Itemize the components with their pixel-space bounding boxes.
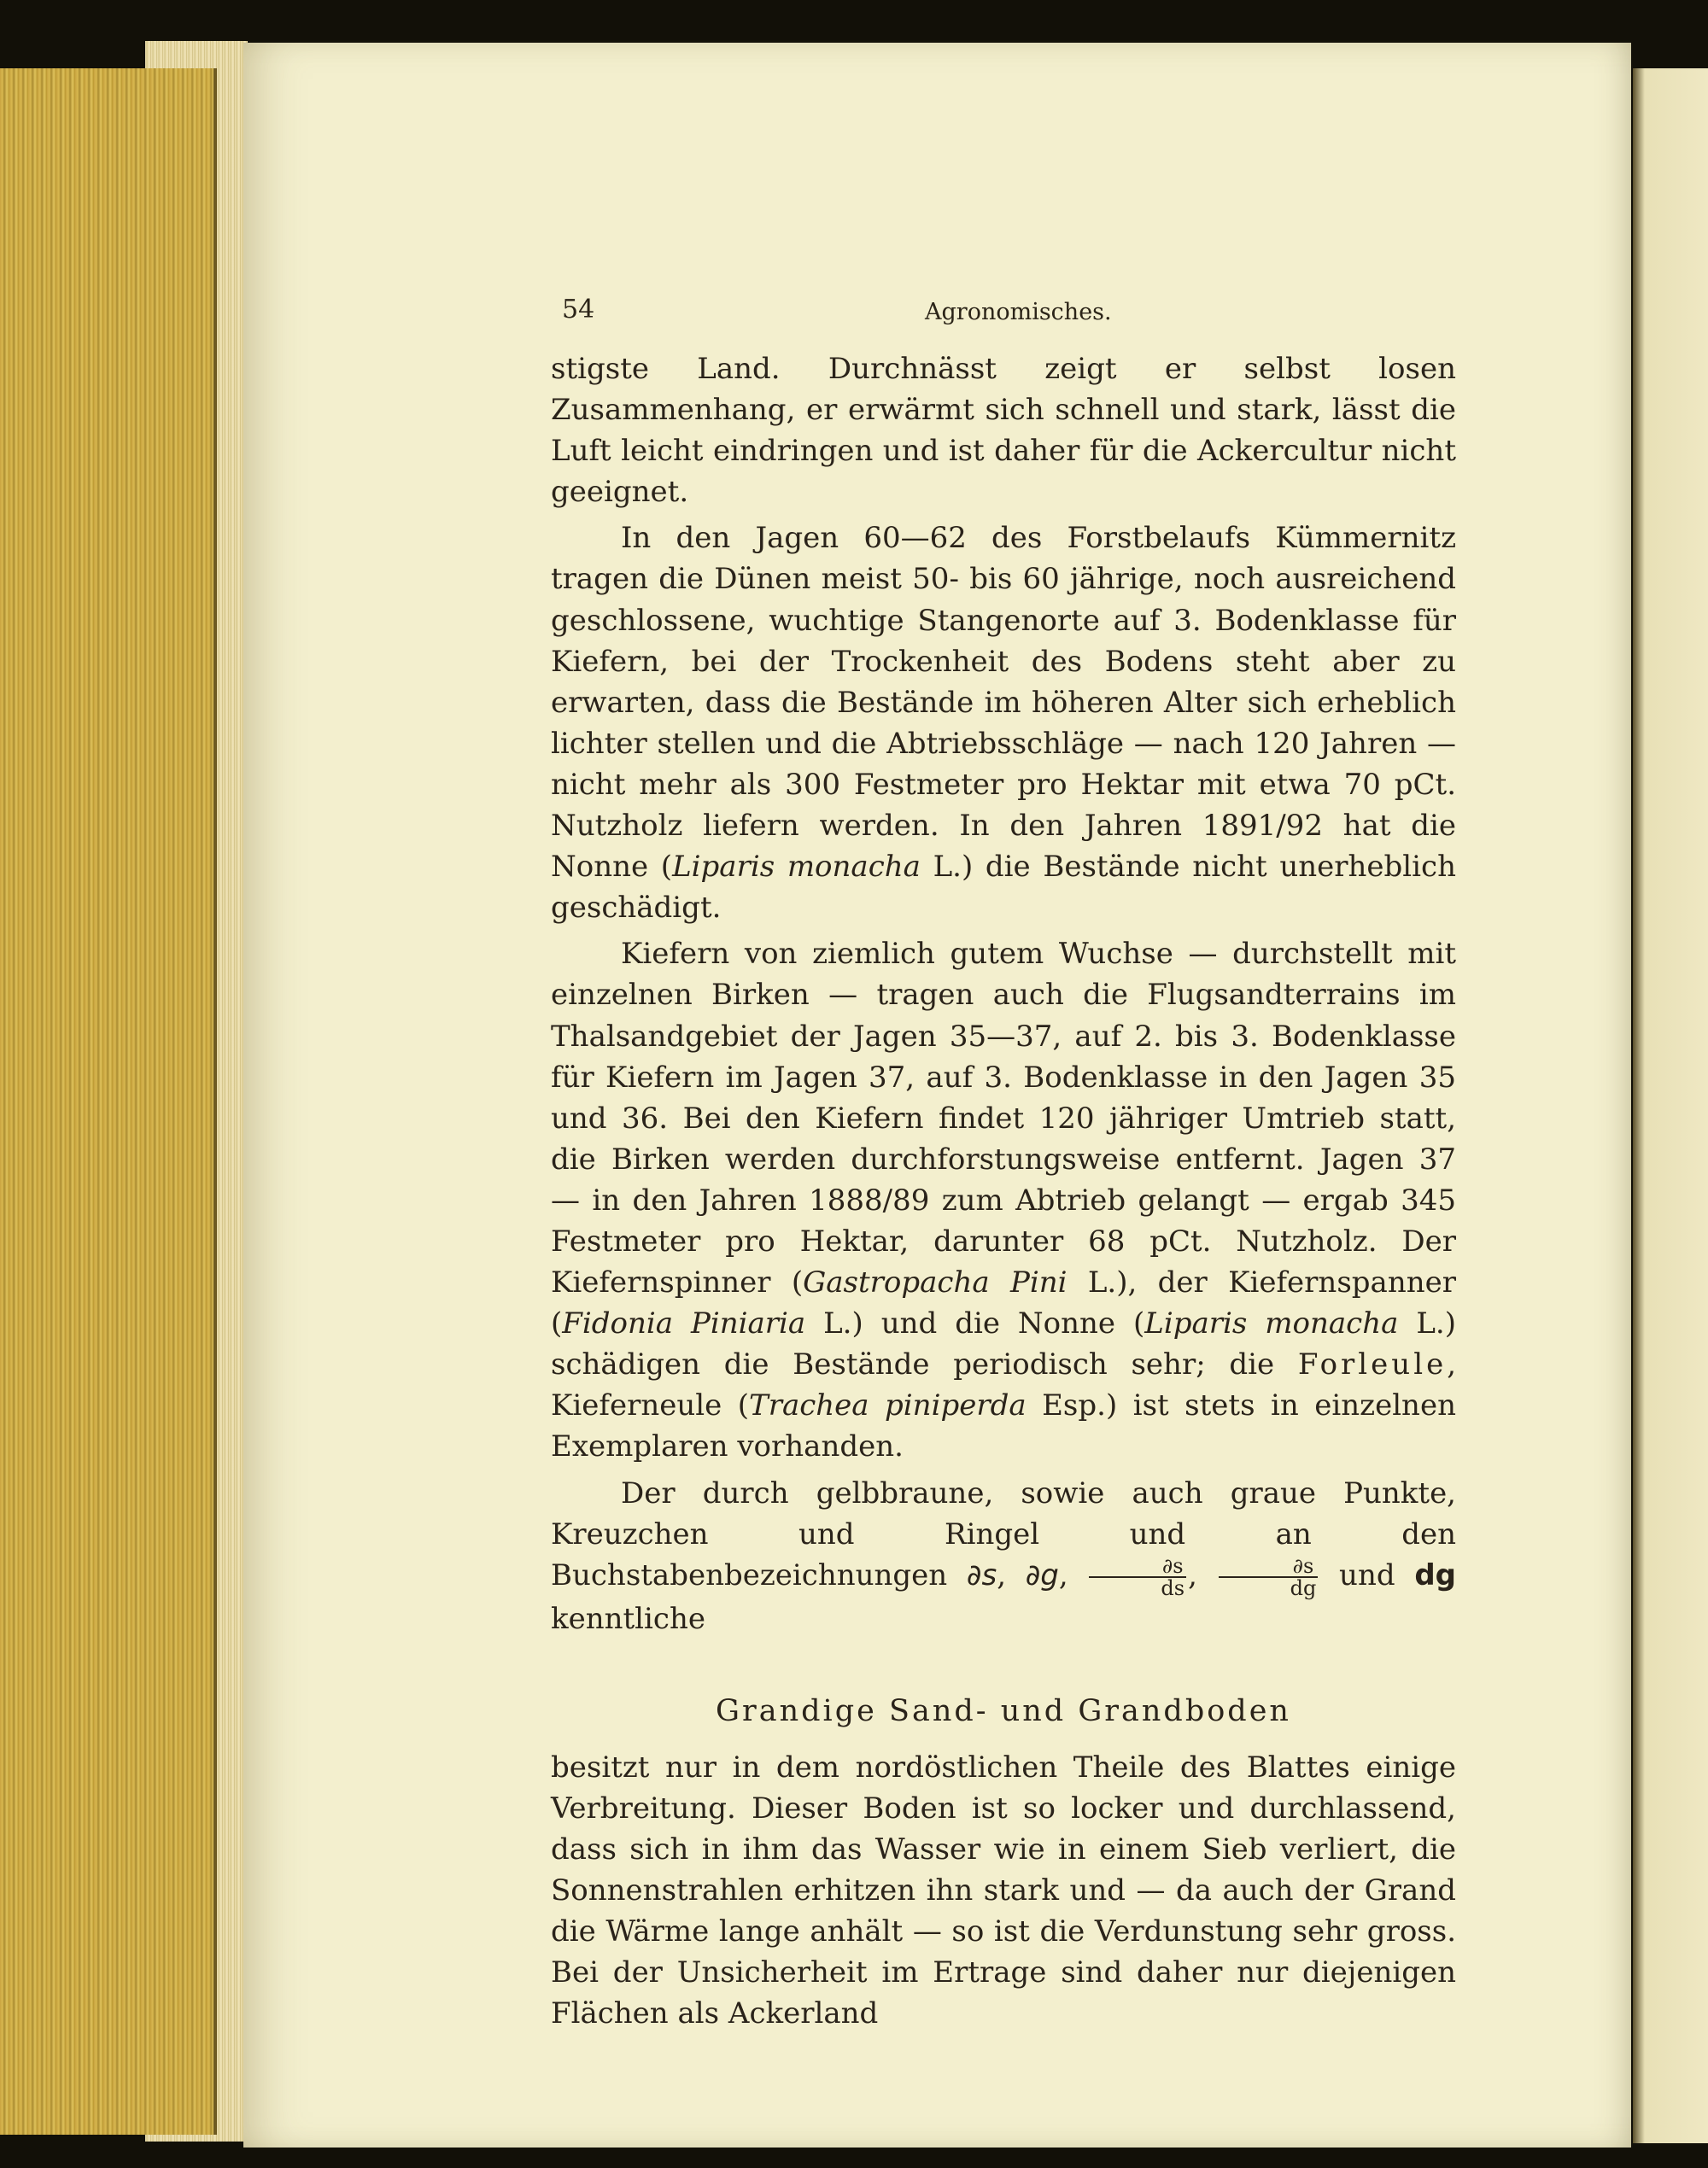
running-head: Agronomisches. [925, 299, 1112, 325]
section-heading: Grandige Sand- und Grandboden [716, 1693, 1291, 1728]
soil-fraction-symbol: $\frac{\partial s}{ds}$ [1089, 1556, 1186, 1598]
soil-symbol: ∂s [966, 1557, 997, 1592]
soil-symbol: ∂g [1025, 1557, 1059, 1592]
soil-symbol: dg [1414, 1557, 1456, 1592]
species-name: Liparis monacha [672, 850, 921, 885]
species-name: Liparis monacha [1144, 1306, 1399, 1341]
paragraph-2: In den Jagen 60—62 des Forstbelaufs Kümmernitz tragen die Dünen meist 50- bis 60 jährige, noch ausreichend geschlossene, wuchtige Stangenorte auf 3. Bodenklasse für Kiefern, bei der Trockenheit des Bodens steht aber zu erwarten, dass die Bestände im höheren Alter sich erheblich lichter stellen und die Abtriebsschläge — nach 120 Jahren — nicht mehr als 300 Festmeter pro Hektar mit etwa 70 pCt. Nutzholz liefern werden. In den Jahren 1891/92 hat die Nonne (Liparis monacha L.) die Bestände nicht unerheblich geschädigt. [551, 521, 1456, 926]
paragraph-3: Kiefern von ziemlich gutem Wuchse — durchstellt mit einzelnen Birken — tragen auch die Flugsandterrains im Thalsandgebiet der Jagen 35—37, auf 2. bis 3. Bodenklasse für Kiefern im Jagen 37, auf 3. Bodenklasse in den Jagen 35 und 36. Bei den Kiefern findet 120 jähriger Umtrieb statt, die Birken werden durchforstungsweise entfernt. Jagen 37 — in den Jahren 1888/89 zum Abtrieb gelangt — ergab 345 Festmeter pro Hektar, darunter 68 pCt. Nutzholz. Der Kiefernspinner (Gastropacha Pini L.), der Kiefernspanner (Fidonia Piniaria L.) und die Nonne (Liparis monacha L.) schädigen die Bestände periodisch sehr; die Forleule, Kieferneule (Trachea piniperda Esp.) ist stets in einzelnen Exemplaren vorhanden. [551, 937, 1456, 1464]
page-number: 54 [562, 295, 595, 324]
paragraph-5: besitzt nur in dem nordöstlichen Theile des Blattes einige Verbreitung. Dieser Boden ist so locker und durchlassend, dass sich in ihm das Wasser wie in einem Sieb verliert, die Sonnenstrahlen erhitzen ihn stark und — da auch der Grand die Wärme lange anhält — so ist die Verdunstung sehr gross. Bei der Unsicherheit im Ertrage sind daher nur diejenigen Flächen als Ackerland [551, 1750, 1456, 2031]
species-name: Gastropacha Pini [803, 1265, 1068, 1300]
species-name: Trachea piniperda [749, 1388, 1027, 1423]
paragraph-4: Der durch gelbbraune, sowie auch graue Punkte, Kreuzchen und Ringel und an den Buchstabenbezeichnungen ∂s, ∂g, $\frac{\partial s}{ds}$ , $\frac{\partial s}{dg}$ und dg kenntliche [551, 1476, 1456, 1636]
facing-page-edge [1633, 68, 1708, 2143]
soil-fraction-symbol: $\frac{\partial s}{dg}$ [1219, 1556, 1319, 1598]
paragraph-1: stigste Land. Durchnässt zeigt er selbst losen Zusammenhang, er erwärmt sich schnell und stark, lässt die Luft leicht eindringen und ist daher für die Ackercultur nicht geeignet. [551, 352, 1456, 510]
page-edges [0, 68, 217, 2135]
spaced-word: Forleule [1297, 1347, 1448, 1382]
body-text [551, 348, 1456, 2035]
species-name: Fidonia Piniaria [562, 1306, 806, 1341]
